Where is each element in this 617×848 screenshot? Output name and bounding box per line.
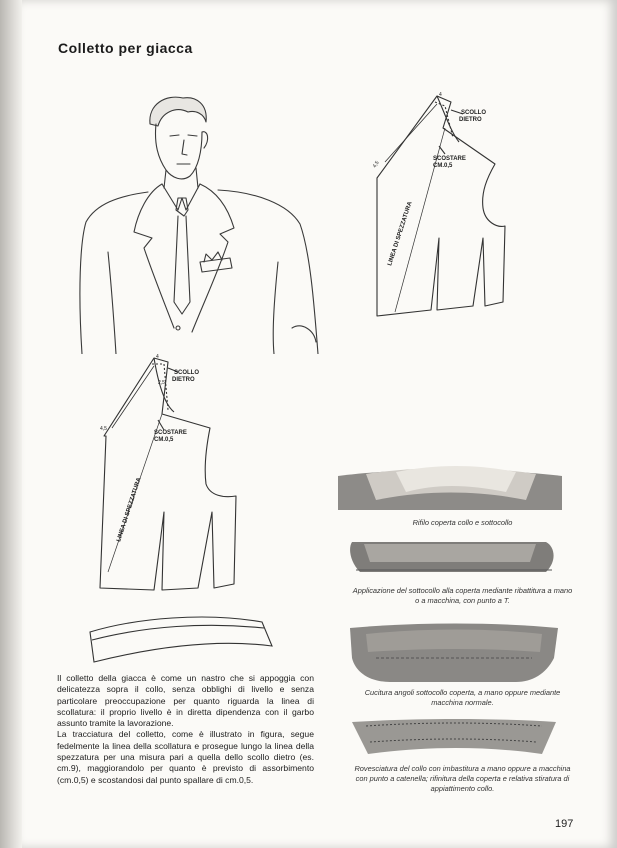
photo-collar-1 (336, 460, 566, 520)
svg-text:CM.0,5: CM.0,5 (154, 437, 174, 443)
body-text (57, 673, 314, 786)
paragraph-1: Il colletto della giacca è come un nastro che si appoggia con delicatezza sopra il collo, senza obblighi di livello e senza particolare preoccupazione per quanto riguarda la linea di scollatura: il proprio livello è in diretta dipendenza con il garbo assunto tramite la lavorazione. (57, 673, 314, 729)
collar-shape-drawing (86, 610, 276, 668)
svg-text:DIETRO: DIETRO (459, 117, 482, 123)
photo-collar-3 (346, 622, 561, 686)
label-linea-spezzatura-2: LINEA DI SPEZZATURA (116, 477, 143, 543)
label-scollo-dietro: SCOLLO (461, 110, 486, 116)
jacket-illustration (78, 92, 323, 354)
photo-collar-4 (346, 716, 561, 760)
collar-pattern-bottom (90, 352, 260, 602)
label-linea-spezzatura: LINEA DI SPEZZATURA (387, 201, 414, 267)
svg-text:4: 4 (156, 354, 159, 360)
svg-text:4: 4 (439, 92, 442, 98)
svg-text:CM.0,5: CM.0,5 (433, 163, 453, 169)
label-scollo-dietro-2: SCOLLO (174, 370, 199, 376)
caption-4: Rovesciatura del collo con imbastitura a mano oppure a macchina con punto a catenella; rifinitura della coperta e relativa stiratura di appiattimento collo. (354, 764, 571, 793)
caption-1: Rifilo coperta collo e sottocollo (412, 518, 513, 527)
collar-pattern-top (355, 88, 515, 328)
svg-text:4,5: 4,5 (100, 426, 107, 432)
svg-text:2,5: 2,5 (158, 380, 165, 386)
caption-3: Cucitura angoli sottocollo coperta, a mano oppure mediante macchina normale. (364, 688, 561, 707)
svg-text:4,5: 4,5 (371, 160, 381, 170)
page-number: 197 (555, 818, 574, 830)
svg-text:DIETRO: DIETRO (172, 377, 195, 383)
page-title: Colletto per giacca (58, 40, 193, 56)
label-scostare: SCOSTARE (433, 156, 466, 162)
svg-text:LINEA DI SPEZZATURA (116, 476, 143, 542)
paragraph-2: La tracciatura del colletto, come è illustrato in figura, segue fedelmente la linea della scollatura e prosegue lungo la linea della spezzatura per una misura pari a quella dello scollo dietro (es. cm.9), maggiorandolo per quanto è previsto di assorbimento (cm.0,5) e scostandosi dal punto spallare di cm.0,5. (57, 729, 314, 785)
label-scostare-2: SCOSTARE (154, 430, 187, 436)
book-spine-shadow (0, 0, 22, 848)
photo-collar-2 (346, 532, 561, 582)
caption-2: Applicazione del sottocollo alla coperta mediante ribattitura a mano o a macchina, con punto a T. (352, 586, 573, 605)
